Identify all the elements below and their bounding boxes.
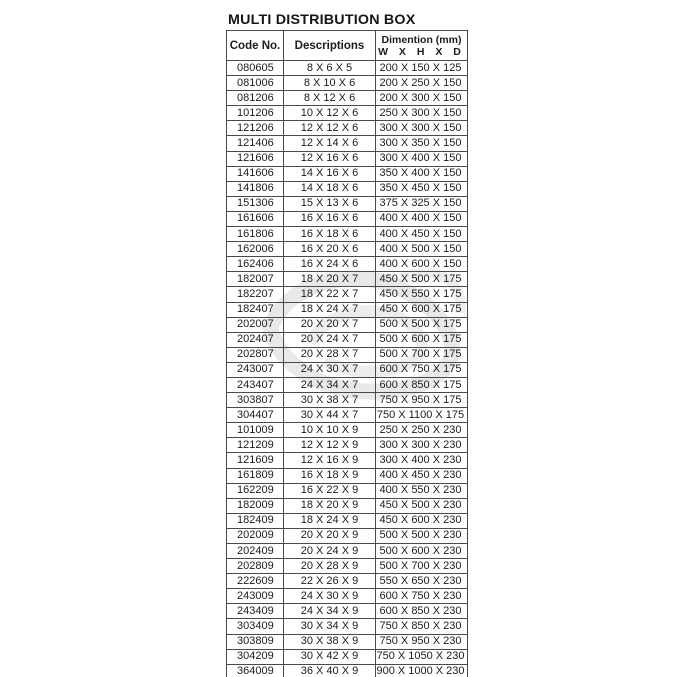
table-body bbox=[227, 61, 468, 677]
code-cell: 081006 bbox=[227, 76, 284, 91]
description-cell: 12 X 12 X 6 bbox=[284, 121, 376, 136]
table-header-row bbox=[227, 31, 468, 61]
dimension-cell: 500 X 500 X 175 bbox=[376, 317, 468, 332]
dimension-cell: 550 X 650 X 230 bbox=[376, 574, 468, 589]
dimension-cell: 400 X 450 X 230 bbox=[376, 468, 468, 483]
description-cell: 16 X 16 X 6 bbox=[284, 211, 376, 226]
dimension-cell: 450 X 500 X 230 bbox=[376, 498, 468, 513]
code-cell: 202007 bbox=[227, 317, 284, 332]
description-cell: 12 X 16 X 9 bbox=[284, 453, 376, 468]
code-cell: 182407 bbox=[227, 302, 284, 317]
table-row bbox=[227, 438, 468, 453]
description-cell: 14 X 18 X 6 bbox=[284, 181, 376, 196]
description-cell: 8 X 12 X 6 bbox=[284, 91, 376, 106]
table-row bbox=[227, 468, 468, 483]
description-cell: 20 X 20 X 9 bbox=[284, 528, 376, 543]
description-cell: 15 X 13 X 6 bbox=[284, 196, 376, 211]
dimension-cell: 300 X 400 X 150 bbox=[376, 151, 468, 166]
dimension-cell: 400 X 500 X 150 bbox=[376, 242, 468, 257]
page-title: MULTI DISTRIBUTION BOX bbox=[228, 11, 416, 27]
description-cell: 18 X 22 X 7 bbox=[284, 287, 376, 302]
code-cell: 162006 bbox=[227, 242, 284, 257]
description-cell: 12 X 14 X 6 bbox=[284, 136, 376, 151]
code-cell: 151306 bbox=[227, 196, 284, 211]
code-cell: 202407 bbox=[227, 332, 284, 347]
table-row bbox=[227, 619, 468, 634]
header-dimention-sub: W X H X D bbox=[378, 45, 465, 58]
dimension-cell: 450 X 600 X 175 bbox=[376, 302, 468, 317]
dimension-cell: 600 X 850 X 230 bbox=[376, 604, 468, 619]
table-row bbox=[227, 272, 468, 287]
code-cell: 243007 bbox=[227, 362, 284, 377]
code-cell: 121606 bbox=[227, 151, 284, 166]
dimension-cell: 500 X 700 X 230 bbox=[376, 559, 468, 574]
code-cell: 121206 bbox=[227, 121, 284, 136]
code-cell: 202409 bbox=[227, 544, 284, 559]
table-row bbox=[227, 211, 468, 226]
dimension-cell: 500 X 700 X 175 bbox=[376, 347, 468, 362]
code-cell: 202009 bbox=[227, 528, 284, 543]
description-cell: 8 X 6 X 5 bbox=[284, 61, 376, 76]
table-row bbox=[227, 121, 468, 136]
dimension-cell: 250 X 300 X 150 bbox=[376, 106, 468, 121]
distribution-box-table bbox=[226, 30, 468, 677]
description-cell: 10 X 10 X 9 bbox=[284, 423, 376, 438]
description-cell: 30 X 34 X 9 bbox=[284, 619, 376, 634]
code-cell: 182409 bbox=[227, 513, 284, 528]
code-cell: 222609 bbox=[227, 574, 284, 589]
table-row bbox=[227, 559, 468, 574]
code-cell: 101206 bbox=[227, 106, 284, 121]
dimension-cell: 750 X 950 X 175 bbox=[376, 393, 468, 408]
code-cell: 304209 bbox=[227, 649, 284, 664]
description-cell: 16 X 24 X 6 bbox=[284, 257, 376, 272]
code-cell: 202809 bbox=[227, 559, 284, 574]
dimension-cell: 750 X 1050 X 230 bbox=[376, 649, 468, 664]
code-cell: 081206 bbox=[227, 91, 284, 106]
dimension-cell: 200 X 250 X 150 bbox=[376, 76, 468, 91]
table-row bbox=[227, 664, 468, 677]
header-dimention-label: Dimention (mm) bbox=[381, 33, 462, 46]
table-row bbox=[227, 408, 468, 423]
table-row bbox=[227, 61, 468, 76]
dimension-cell: 300 X 300 X 230 bbox=[376, 438, 468, 453]
code-cell: 080605 bbox=[227, 61, 284, 76]
description-cell: 14 X 16 X 6 bbox=[284, 166, 376, 181]
table-row bbox=[227, 498, 468, 513]
table-row bbox=[227, 166, 468, 181]
code-cell: 121609 bbox=[227, 453, 284, 468]
table-row bbox=[227, 453, 468, 468]
description-cell: 20 X 24 X 9 bbox=[284, 544, 376, 559]
table-row bbox=[227, 181, 468, 196]
description-cell: 10 X 12 X 6 bbox=[284, 106, 376, 121]
table-row bbox=[227, 106, 468, 121]
description-cell: 36 X 40 X 9 bbox=[284, 664, 376, 677]
dimension-cell: 500 X 600 X 175 bbox=[376, 332, 468, 347]
dimension-cell: 600 X 850 X 175 bbox=[376, 377, 468, 392]
description-cell: 18 X 20 X 9 bbox=[284, 498, 376, 513]
dimension-cell: 500 X 600 X 230 bbox=[376, 544, 468, 559]
dimension-cell: 750 X 950 X 230 bbox=[376, 634, 468, 649]
description-cell: 18 X 20 X 7 bbox=[284, 272, 376, 287]
dimension-cell: 400 X 450 X 150 bbox=[376, 227, 468, 242]
table-row bbox=[227, 589, 468, 604]
table-row bbox=[227, 604, 468, 619]
code-cell: 121406 bbox=[227, 136, 284, 151]
header-code-no: Code No. bbox=[227, 31, 284, 61]
description-cell: 16 X 18 X 9 bbox=[284, 468, 376, 483]
description-cell: 20 X 28 X 7 bbox=[284, 347, 376, 362]
description-cell: 12 X 16 X 6 bbox=[284, 151, 376, 166]
code-cell: 121209 bbox=[227, 438, 284, 453]
code-cell: 303409 bbox=[227, 619, 284, 634]
code-cell: 304407 bbox=[227, 408, 284, 423]
description-cell: 20 X 20 X 7 bbox=[284, 317, 376, 332]
description-cell: 24 X 34 X 7 bbox=[284, 377, 376, 392]
table-row bbox=[227, 257, 468, 272]
table-row bbox=[227, 196, 468, 211]
description-cell: 12 X 12 X 9 bbox=[284, 438, 376, 453]
description-cell: 24 X 30 X 7 bbox=[284, 362, 376, 377]
code-cell: 182207 bbox=[227, 287, 284, 302]
dimension-cell: 450 X 600 X 230 bbox=[376, 513, 468, 528]
table-row bbox=[227, 513, 468, 528]
dimension-cell: 400 X 400 X 150 bbox=[376, 211, 468, 226]
code-cell: 182007 bbox=[227, 272, 284, 287]
table-row bbox=[227, 347, 468, 362]
dimension-cell: 450 X 500 X 175 bbox=[376, 272, 468, 287]
table-row bbox=[227, 151, 468, 166]
description-cell: 16 X 18 X 6 bbox=[284, 227, 376, 242]
description-cell: 8 X 10 X 6 bbox=[284, 76, 376, 91]
table-row bbox=[227, 574, 468, 589]
dimension-cell: 400 X 600 X 150 bbox=[376, 257, 468, 272]
table-row bbox=[227, 76, 468, 91]
code-cell: 243409 bbox=[227, 604, 284, 619]
code-cell: 161809 bbox=[227, 468, 284, 483]
description-cell: 30 X 42 X 9 bbox=[284, 649, 376, 664]
code-cell: 243009 bbox=[227, 589, 284, 604]
dimension-cell: 375 X 325 X 150 bbox=[376, 196, 468, 211]
table-row bbox=[227, 528, 468, 543]
table-row bbox=[227, 634, 468, 649]
code-cell: 243407 bbox=[227, 377, 284, 392]
dimension-cell: 300 X 350 X 150 bbox=[376, 136, 468, 151]
table-row bbox=[227, 649, 468, 664]
dimension-cell: 600 X 750 X 175 bbox=[376, 362, 468, 377]
table-row bbox=[227, 544, 468, 559]
table-row bbox=[227, 362, 468, 377]
table-row bbox=[227, 227, 468, 242]
table-row bbox=[227, 393, 468, 408]
code-cell: 161806 bbox=[227, 227, 284, 242]
dimension-cell: 600 X 750 X 230 bbox=[376, 589, 468, 604]
dimension-cell: 500 X 500 X 230 bbox=[376, 528, 468, 543]
table-row bbox=[227, 91, 468, 106]
description-cell: 30 X 44 X 7 bbox=[284, 408, 376, 423]
code-cell: 162406 bbox=[227, 257, 284, 272]
table-row bbox=[227, 242, 468, 257]
dimension-cell: 300 X 400 X 230 bbox=[376, 453, 468, 468]
dimension-cell: 350 X 400 X 150 bbox=[376, 166, 468, 181]
description-cell: 18 X 24 X 9 bbox=[284, 513, 376, 528]
code-cell: 303809 bbox=[227, 634, 284, 649]
description-cell: 16 X 22 X 9 bbox=[284, 483, 376, 498]
dimension-cell: 300 X 300 X 150 bbox=[376, 121, 468, 136]
description-cell: 18 X 24 X 7 bbox=[284, 302, 376, 317]
code-cell: 141806 bbox=[227, 181, 284, 196]
table-row bbox=[227, 332, 468, 347]
description-cell: 22 X 26 X 9 bbox=[284, 574, 376, 589]
table-row bbox=[227, 377, 468, 392]
dimension-cell: 450 X 550 X 175 bbox=[376, 287, 468, 302]
code-cell: 161606 bbox=[227, 211, 284, 226]
code-cell: 162209 bbox=[227, 483, 284, 498]
dimension-cell: 200 X 150 X 125 bbox=[376, 61, 468, 76]
code-cell: 202807 bbox=[227, 347, 284, 362]
description-cell: 20 X 24 X 7 bbox=[284, 332, 376, 347]
header-dimention bbox=[376, 31, 468, 61]
code-cell: 364009 bbox=[227, 664, 284, 677]
description-cell: 24 X 34 X 9 bbox=[284, 604, 376, 619]
dimension-cell: 900 X 1000 X 230 bbox=[376, 664, 468, 677]
description-cell: 16 X 20 X 6 bbox=[284, 242, 376, 257]
table-row bbox=[227, 302, 468, 317]
header-descriptions: Descriptions bbox=[284, 31, 376, 61]
table-row bbox=[227, 136, 468, 151]
table-row bbox=[227, 287, 468, 302]
dimension-cell: 750 X 1100 X 175 bbox=[376, 408, 468, 423]
dimension-cell: 350 X 450 X 150 bbox=[376, 181, 468, 196]
code-cell: 141606 bbox=[227, 166, 284, 181]
description-cell: 20 X 28 X 9 bbox=[284, 559, 376, 574]
table-row bbox=[227, 317, 468, 332]
dimension-cell: 250 X 250 X 230 bbox=[376, 423, 468, 438]
table-row bbox=[227, 423, 468, 438]
code-cell: 182009 bbox=[227, 498, 284, 513]
dimension-cell: 400 X 550 X 230 bbox=[376, 483, 468, 498]
description-cell: 30 X 38 X 7 bbox=[284, 393, 376, 408]
description-cell: 30 X 38 X 9 bbox=[284, 634, 376, 649]
description-cell: 24 X 30 X 9 bbox=[284, 589, 376, 604]
code-cell: 101009 bbox=[227, 423, 284, 438]
table-row bbox=[227, 483, 468, 498]
dimension-cell: 200 X 300 X 150 bbox=[376, 91, 468, 106]
code-cell: 303807 bbox=[227, 393, 284, 408]
dimension-cell: 750 X 850 X 230 bbox=[376, 619, 468, 634]
